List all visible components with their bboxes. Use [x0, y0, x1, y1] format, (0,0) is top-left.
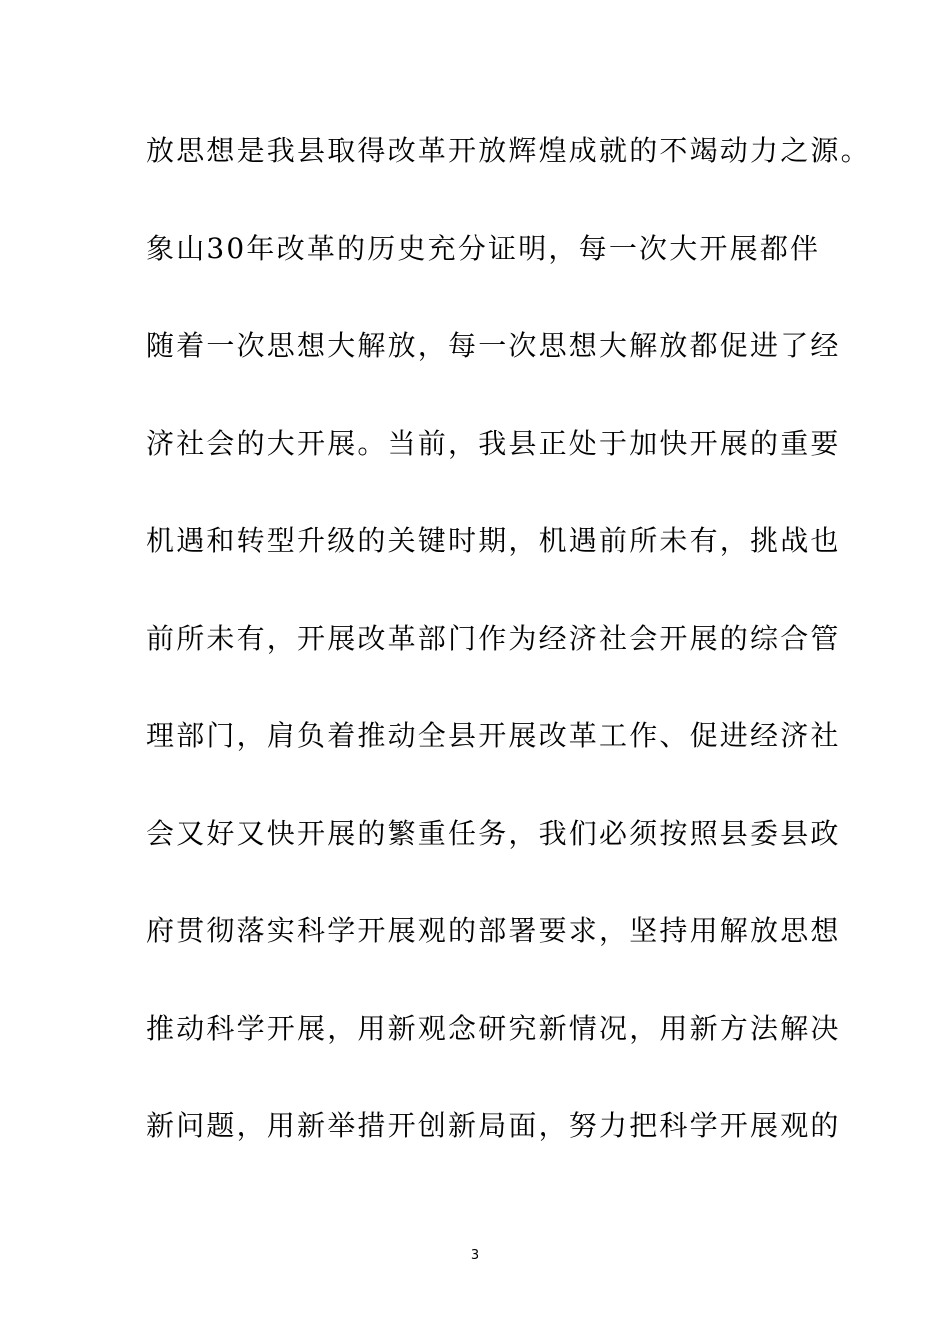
text-line: 新问题，用新举措开创新局面，努力把科学开展观的 [146, 1109, 841, 1142]
text-line: 放思想是我县取得改革开放辉煌成就的不竭动力之源。 [146, 134, 871, 167]
text-line: 会又好又快开展的繁重任务，我们必须按照县委县政 [146, 816, 841, 850]
text-line: 理部门，肩负着推动全县开展改革工作、促进经济社 [146, 719, 841, 752]
text-line: 府贯彻落实科学开展观的部署要求，坚持用解放思想 [146, 914, 841, 947]
body-text [146, 127, 871, 1200]
page-number: 3 [470, 1248, 480, 1263]
text-line: 象山30年改革的历史充分证明，每一次大开展都伴 [146, 231, 821, 265]
text-line: 随着一次思想大解放，每一次思想大解放都促进了经 [146, 329, 841, 362]
text-line: 机遇和转型升级的关键时期，机遇前所未有，挑战也 [146, 524, 841, 557]
text-line: 济社会的大开展。当前，我县正处于加快开展的重要 [146, 426, 841, 460]
text-line: 推动科学开展，用新观念研究新情况，用新方法解决 [146, 1011, 841, 1045]
text-line: 前所未有，开展改革部门作为经济社会开展的综合管 [146, 621, 841, 655]
